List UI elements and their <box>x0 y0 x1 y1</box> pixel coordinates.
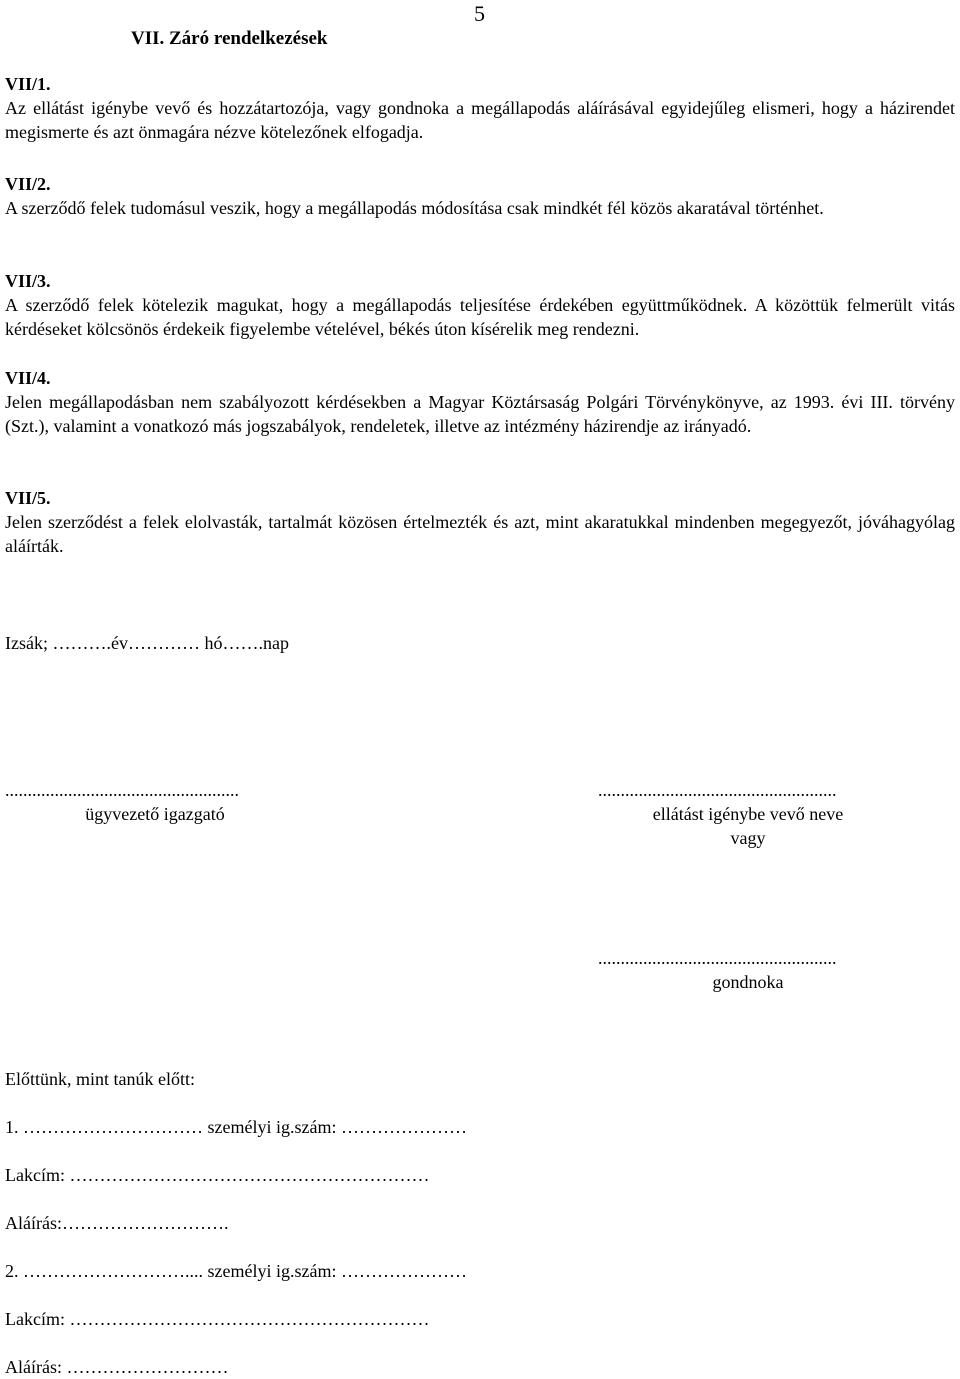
section-heading: VII/4. <box>5 368 51 388</box>
section-heading: VII/3. <box>5 271 51 291</box>
section-vii-2 <box>5 172 955 220</box>
section-text: Az ellátást igénybe vevő és hozzátartozója, vagy gondnoka a megállapodás aláírásával egyidejűleg elismeri, hogy a házirendet megismerte és azt önmagára nézve kötelezőnek elfogadja. <box>5 98 955 142</box>
section-vii-4 <box>5 366 955 438</box>
chapter-title: VII. Záró rendelkezések <box>131 28 328 49</box>
witness-heading: Előttünk, mint tanúk előtt: <box>5 1069 195 1089</box>
signature-line: ..................................................... <box>598 780 837 800</box>
signature-label: ellátást igénybe vevő neve <box>652 804 844 824</box>
section-heading: VII/1. <box>5 74 51 94</box>
section-vii-3 <box>5 269 955 341</box>
place-date: Izsák; ……….év………… hó…….nap <box>5 633 289 653</box>
section-heading: VII/5. <box>5 488 51 508</box>
witness-1-signature-line: Aláírás:………………………. <box>5 1213 229 1233</box>
page-number: 5 <box>474 1 485 26</box>
witness-1-address-line: Lakcím: …………………………………………………… <box>5 1165 430 1185</box>
witness-2-id-line: 2. ……………………….... személyi ig.szám: ………………… <box>5 1261 467 1281</box>
section-text: A szerződő felek tudomásul veszik, hogy a megállapodás módosítása csak mindkét fél közös akaratával történhet. <box>5 198 824 218</box>
section-heading: VII/2. <box>5 174 51 194</box>
signature-line: .................................................... <box>5 780 239 800</box>
signature-left <box>5 778 305 826</box>
witness-2-signature-line: Aláírás: ……………………… <box>5 1357 229 1377</box>
signature-label: ügyvezető igazgató <box>85 804 225 824</box>
section-text: Jelen megállapodásban nem szabályozott kérdésekben a Magyar Köztársaság Polgári Törvénykönyve, az 1993. évi III. törvény (Szt.), valamint a vonatkozó más jogszabályok, rendeletek, illetve az intézmény házirendje az irányadó. <box>5 392 955 436</box>
signature-label: gondnoka <box>712 972 784 992</box>
signature-guardian <box>598 946 898 994</box>
witness-1-id-line: 1. ………………………… személyi ig.szám: ………………… <box>5 1117 467 1137</box>
signature-label-or: vagy <box>730 828 766 848</box>
section-vii-5 <box>5 486 955 558</box>
witness-2-address-line: Lakcím: …………………………………………………… <box>5 1309 430 1329</box>
section-vii-1 <box>5 72 955 144</box>
section-text: Jelen szerződést a felek elolvasták, tartalmát közösen értelmezték és azt, mint akaratukkal mindenben megegyezőt, jóváhagyólag aláírták. <box>5 512 955 556</box>
signature-line: ..................................................... <box>598 948 837 968</box>
section-text: A szerződő felek kötelezik magukat, hogy a megállapodás teljesítése érdekében együttműködnek. A közöttük felmerült vitás kérdéseket kölcsönös érdekeik figyelembe vételével, békés úton kísérelik meg rendezni. <box>5 295 955 339</box>
signature-right <box>598 778 898 850</box>
